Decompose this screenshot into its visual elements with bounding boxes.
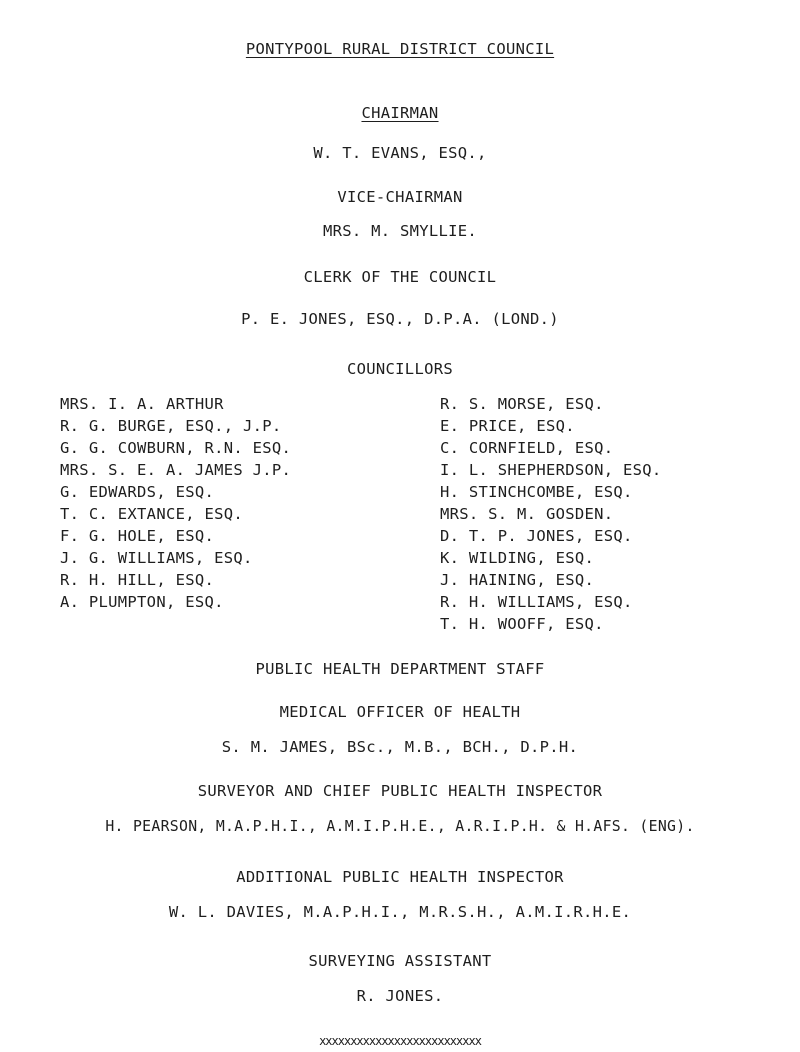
councillor-name: F. G. HOLE, ESQ. bbox=[60, 527, 215, 545]
clerk-heading: CLERK OF THE COUNCIL bbox=[303, 268, 497, 286]
councillor-name: R. H. HILL, ESQ. bbox=[60, 571, 215, 589]
surveyor-title: SURVEYOR AND CHIEF PUBLIC HEALTH INSPECTOR bbox=[197, 782, 603, 800]
vice-chairman-name: MRS. M. SMYLLIE. bbox=[322, 222, 478, 240]
surveying-assistant-title: SURVEYING ASSISTANT bbox=[308, 952, 492, 970]
councillor-name: MRS. S. M. GOSDEN. bbox=[440, 505, 614, 523]
vice-chairman-heading: VICE-CHAIRMAN bbox=[337, 188, 463, 206]
councillor-name: R. S. MORSE, ESQ. bbox=[440, 395, 604, 413]
council-title: PONTYPOOL RURAL DISTRICT COUNCIL bbox=[245, 40, 555, 58]
councillor-name: I. L. SHEPHERDSON, ESQ. bbox=[440, 461, 662, 479]
councillor-name: MRS. S. E. A. JAMES J.P. bbox=[60, 461, 292, 479]
councillor-name: C. CORNFIELD, ESQ. bbox=[440, 439, 614, 457]
chairman-name: W. T. EVANS, ESQ., bbox=[313, 144, 487, 162]
councillor-name: J. G. WILLIAMS, ESQ. bbox=[60, 549, 253, 567]
councillor-name: G. EDWARDS, ESQ. bbox=[60, 483, 215, 501]
councillor-name: R. H. WILLIAMS, ESQ. bbox=[440, 593, 633, 611]
councillors-right-column bbox=[440, 393, 662, 635]
moh-name: S. M. JAMES, BSc., M.B., BCH., D.P.H. bbox=[221, 738, 579, 756]
clerk-name: P. E. JONES, ESQ., D.P.A. (LOND.) bbox=[241, 310, 559, 328]
councillor-name: J. HAINING, ESQ. bbox=[440, 571, 595, 589]
councillors-heading: COUNCILLORS bbox=[347, 360, 453, 378]
councillor-name: MRS. I. A. ARTHUR bbox=[60, 395, 224, 413]
councillor-name: D. T. P. JONES, ESQ. bbox=[440, 527, 633, 545]
additional-inspector-name: W. L. DAVIES, M.A.P.H.I., M.R.S.H., A.M.I.R.H.E. bbox=[168, 903, 632, 921]
staff-heading: PUBLIC HEALTH DEPARTMENT STAFF bbox=[255, 660, 545, 678]
footer-rule: xxxxxxxxxxxxxxxxxxxxxxxxxx bbox=[319, 1034, 481, 1048]
chairman-heading: CHAIRMAN bbox=[361, 104, 439, 122]
councillor-name: T. H. WOOFF, ESQ. bbox=[440, 615, 604, 633]
additional-inspector-title: ADDITIONAL PUBLIC HEALTH INSPECTOR bbox=[236, 868, 564, 886]
councillors-left-column bbox=[60, 393, 291, 613]
councillor-name: A. PLUMPTON, ESQ. bbox=[60, 593, 224, 611]
surveyor-name: H. PEARSON, M.A.P.H.I., A.M.I.P.H.E., A.R.I.P.H. & H.AFS. (ENG). bbox=[105, 818, 695, 835]
councillor-name: R. G. BURGE, ESQ., J.P. bbox=[60, 417, 282, 435]
councillor-name: G. G. COWBURN, R.N. ESQ. bbox=[60, 439, 292, 457]
surveying-assistant-name: R. JONES. bbox=[356, 987, 444, 1005]
moh-title: MEDICAL OFFICER OF HEALTH bbox=[279, 703, 521, 721]
councillor-name: H. STINCHCOMBE, ESQ. bbox=[440, 483, 633, 501]
councillor-name: K. WILDING, ESQ. bbox=[440, 549, 595, 567]
councillor-name: T. C. EXTANCE, ESQ. bbox=[60, 505, 244, 523]
councillor-name: E. PRICE, ESQ. bbox=[440, 417, 575, 435]
